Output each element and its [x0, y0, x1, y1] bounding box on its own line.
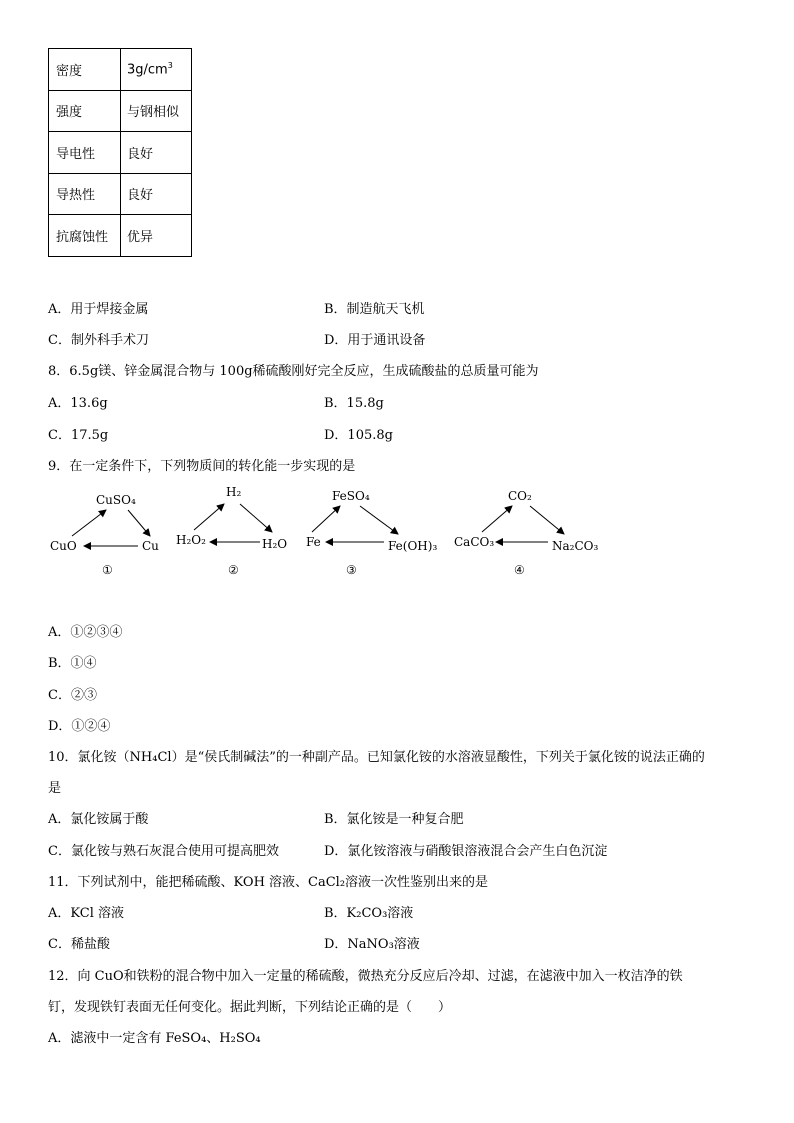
diagram-2-top: H₂ [226, 485, 242, 499]
q7-option-c: C．制外科手术刀 [48, 333, 149, 348]
q10-option-b: B．氯化铵是一种复合肥 [324, 812, 464, 827]
prop-name: 抗腐蚀性 [49, 215, 121, 257]
diagram-4-right: Na₂CO₃ [552, 539, 599, 553]
q10-option-c: C．氯化铵与熟石灰混合使用可提高肥效 [48, 844, 279, 859]
prop-name: 导热性 [49, 173, 121, 215]
diagram-2 [176, 485, 287, 577]
q12-option-a: A．滤液中一定含有 FeSO₄、H₂SO₄ [48, 1031, 261, 1046]
prop-value: $3g/cm^3$ [121, 49, 192, 91]
diagram-1-left: CuO [50, 539, 77, 553]
conversion-diagrams [44, 482, 624, 582]
diagram-3-top: FeSO₄ [332, 489, 370, 503]
q11-option-c: C．稀盐酸 [48, 937, 110, 952]
q9-stem: 9．在一定条件下，下列物质间的转化能一步实现的是 [48, 459, 356, 474]
prop-value: 优异 [121, 215, 192, 257]
q7-option-a: A．用于焊接金属 [48, 302, 149, 317]
q7-option-b: B．制造航天飞机 [324, 302, 425, 317]
q8-stem: 8．6.5g镁、锌金属混合物与 100g稀硫酸刚好完全反应，生成硫酸盐的总质量可能为 [48, 364, 539, 379]
q11-option-a: A．KCl 溶液 [48, 906, 124, 921]
diagram-1-right: Cu [142, 539, 159, 553]
diagram-3-left: Fe [306, 535, 321, 549]
diagram-2-number: ② [228, 563, 239, 577]
prop-name: 导电性 [49, 132, 121, 174]
q12-stem-cont: 钉，发现铁钉表面无任何变化。据此判断，下列结论正确的是（ ） [48, 1000, 452, 1015]
q10-stem: 10．氯化铵（NH₄Cl）是“侯氏制碱法”的一种副产品。已知氯化铵的水溶液显酸性，下列关于氯化铵的说法正确的 [48, 750, 705, 765]
diagram-4-left: CaCO₃ [454, 535, 495, 549]
prop-value: 与钢相似 [121, 90, 192, 132]
q9-option-b: B．①④ [48, 656, 97, 671]
q9-option-a: A．①②③④ [48, 625, 123, 640]
prop-name: 强度 [49, 90, 121, 132]
q11-stem: 11．下列试剂中，能把稀硫酸、KOH 溶液、CaCl₂溶液一次性鉴别出来的是 [48, 875, 489, 890]
diagram-3-right: Fe(OH)₃ [388, 539, 438, 553]
q8-option-a: A．13.6g [48, 396, 108, 411]
diagram-4-number: ④ [514, 563, 525, 577]
prop-value: 良好 [121, 132, 192, 174]
q10-option-a: A．氯化铵属于酸 [48, 812, 149, 827]
prop-name: 密度 [49, 49, 121, 91]
table-row [49, 173, 192, 215]
diagram-1 [50, 493, 159, 577]
properties-table [48, 48, 192, 257]
q11-option-b: B．K₂CO₃溶液 [324, 906, 414, 921]
diagram-3-number: ③ [346, 563, 357, 577]
table-row [49, 215, 192, 257]
q11-option-d: D．NaNO₃溶液 [324, 937, 420, 952]
q10-option-d: D．氯化铵溶液与硝酸银溶液混合会产生白色沉淀 [324, 844, 608, 859]
q8-option-c: C．17.5g [48, 428, 109, 443]
diagram-1-top: CuSO₄ [96, 493, 136, 507]
diagram-2-right: H₂O [262, 537, 288, 551]
q9-option-c: C．②③ [48, 688, 97, 703]
table-row [49, 90, 192, 132]
table-row [49, 49, 192, 91]
q7-option-d: D．用于通讯设备 [324, 333, 426, 348]
diagram-1-number: ① [102, 563, 113, 577]
diagram-4 [454, 489, 598, 577]
diagram-2-left: H₂O₂ [176, 533, 206, 547]
prop-value: 良好 [121, 173, 192, 215]
table-row [49, 132, 192, 174]
diagram-4-top: CO₂ [508, 489, 532, 503]
diagram-3 [306, 489, 437, 577]
q8-option-b: B．15.8g [324, 396, 384, 411]
q10-stem-cont: 是 [48, 781, 62, 796]
q8-option-d: D．105.8g [324, 428, 393, 443]
q9-option-d: D．①②④ [48, 719, 111, 734]
q12-stem: 12．向 CuO和铁粉的混合物中加入一定量的稀硫酸，微热充分反应后冷却、过滤，在滤液中加入一枚洁净的铁 [48, 969, 683, 984]
